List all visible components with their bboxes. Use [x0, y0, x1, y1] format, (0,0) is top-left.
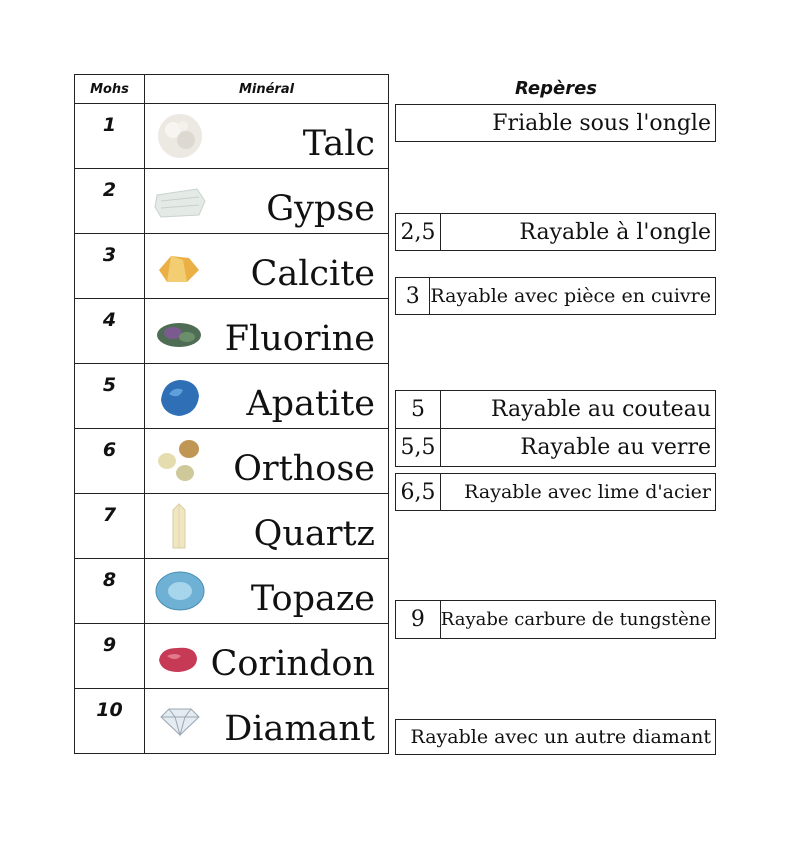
diamond-icon — [153, 695, 207, 747]
header-mohs: Mohs — [75, 75, 145, 104]
repere-text: Friable sous l'ongle — [492, 110, 711, 136]
repere-text: Rayable au couteau — [490, 397, 711, 422]
mineral-name: Gypse — [266, 189, 375, 229]
mohs-table — [74, 74, 389, 754]
table-row — [75, 429, 389, 494]
mohs-value: 2 — [75, 169, 145, 234]
repere-item — [395, 390, 716, 429]
mineral-name: Corindon — [210, 644, 375, 684]
orthoclase-icon — [153, 435, 207, 487]
table-row — [75, 559, 389, 624]
mineral-name: Calcite — [250, 254, 375, 294]
calcite-icon — [153, 240, 207, 292]
repere-item — [395, 473, 716, 511]
repere-value: 2,5 — [396, 214, 441, 250]
mohs-value: 10 — [75, 689, 145, 754]
repere-value: 6,5 — [396, 474, 441, 510]
mineral-name: Diamant — [224, 709, 375, 749]
repere-text: Rayable avec pièce en cuivre — [430, 285, 711, 307]
mohs-value: 4 — [75, 299, 145, 364]
table-row — [75, 104, 389, 169]
repere-text: Rayable à l'ongle — [519, 219, 711, 245]
table-row — [75, 364, 389, 429]
repere-text: Rayable avec un autre diamant — [410, 726, 711, 748]
mineral-name: Quartz — [253, 514, 375, 554]
reperes-title: Repères — [514, 78, 598, 99]
mohs-value: 1 — [75, 104, 145, 169]
table-row — [75, 624, 389, 689]
mohs-value: 7 — [75, 494, 145, 559]
repere-item — [395, 213, 716, 251]
mineral-name: Orthose — [233, 449, 375, 489]
repere-item — [395, 104, 716, 142]
repere-item — [395, 277, 716, 315]
gypsum-icon — [153, 175, 207, 227]
mohs-value: 8 — [75, 559, 145, 624]
repere-item — [395, 428, 716, 467]
mineral-name: Apatite — [246, 384, 375, 424]
table-header-row — [75, 75, 389, 104]
repere-text: Rayable avec lime d'acier — [464, 481, 711, 503]
mineral-name: Fluorine — [224, 319, 375, 359]
talc-icon — [153, 110, 207, 162]
repere-value: 3 — [396, 278, 430, 314]
mineral-name: Topaze — [250, 579, 375, 619]
repere-value: 5,5 — [396, 429, 441, 466]
table-row — [75, 494, 389, 559]
corundum-icon — [153, 630, 207, 682]
repere-text: Rayable au verre — [520, 435, 711, 460]
mohs-value: 5 — [75, 364, 145, 429]
repere-text: Rayabe carbure de tungstène — [440, 609, 711, 630]
table-row — [75, 234, 389, 299]
table-row — [75, 299, 389, 364]
topaz-icon — [153, 565, 207, 617]
repere-value: 5 — [396, 391, 441, 428]
table-row — [75, 169, 389, 234]
repere-item — [395, 600, 716, 639]
quartz-icon — [153, 500, 207, 552]
repere-value: 9 — [396, 601, 441, 638]
mineral-name: Talc — [302, 124, 375, 164]
repere-item — [395, 719, 716, 755]
mohs-value: 6 — [75, 429, 145, 494]
mohs-value: 3 — [75, 234, 145, 299]
fluorite-icon — [153, 305, 207, 357]
header-mineral: Minéral — [145, 75, 389, 104]
apatite-icon — [153, 370, 207, 422]
table-row — [75, 689, 389, 754]
mohs-value: 9 — [75, 624, 145, 689]
